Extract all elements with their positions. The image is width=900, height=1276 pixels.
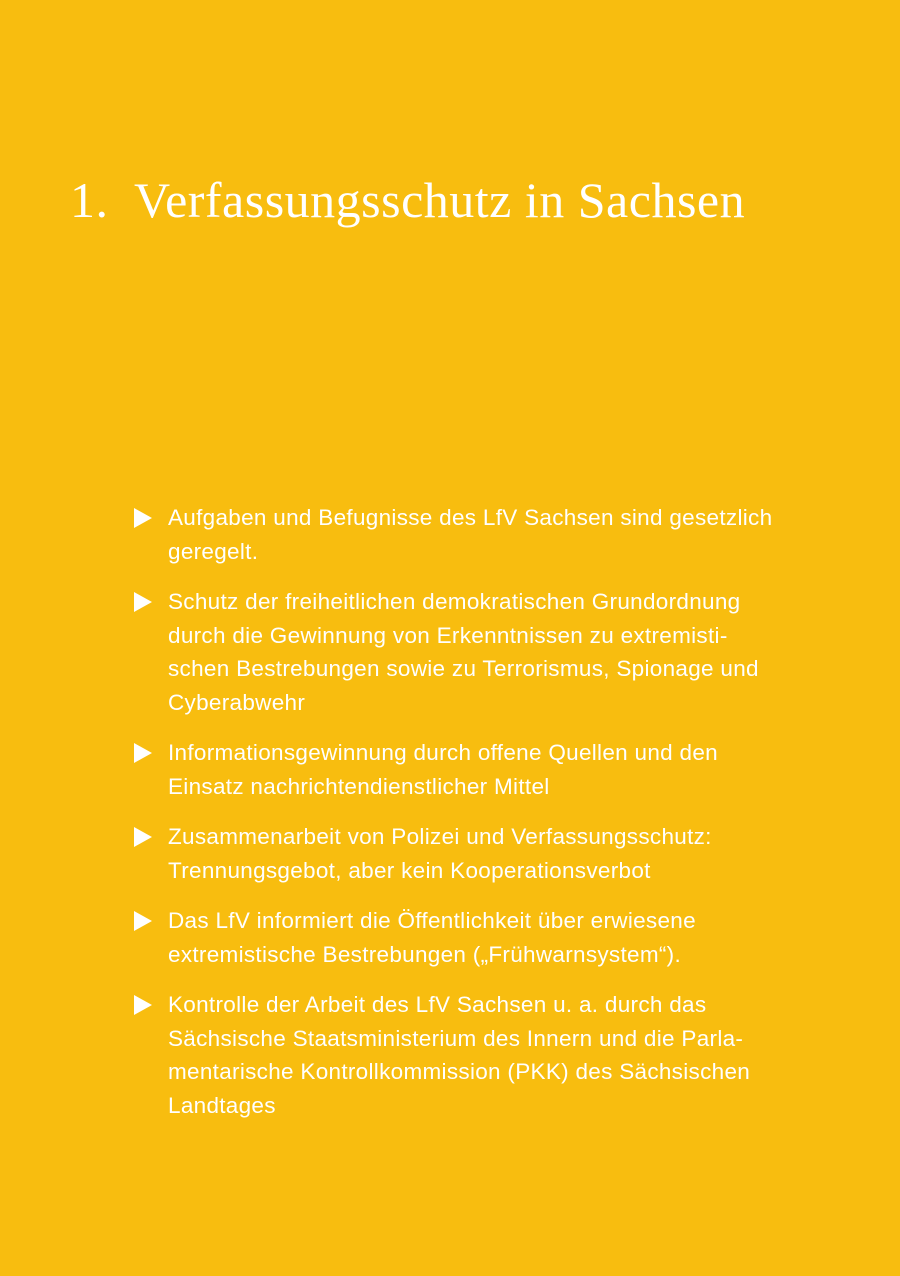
bullet-text-line: Schutz der freiheitlichen demokratischen Grundordnung — [168, 589, 741, 614]
bullet-text-line: Sächsische Staatsministerium des Innern und die Parla- — [168, 1025, 744, 1051]
triangle-bullet-icon — [134, 508, 152, 528]
chapter-title: Verfassungsschutz in Sachsen — [134, 172, 746, 228]
bullet-item-4 — [134, 820, 824, 887]
bullet-text-line: Informationsgewinnung durch offene Quellen und den — [168, 740, 718, 765]
bullet-text-line: Einsatz nachrichtendienstlicher Mittel — [168, 773, 550, 799]
bullet-text-line: extremistische Bestrebungen („Frühwarnsystem“). — [168, 941, 682, 967]
triangle-bullet-icon — [134, 995, 152, 1015]
bullet-text-line: Trennungsgebot, aber kein Kooperationsverbot — [168, 857, 651, 883]
chapter-heading — [70, 168, 745, 232]
bullet-text-line: Landtages — [168, 1092, 276, 1118]
bullet-item-5 — [134, 904, 824, 971]
triangle-bullet-icon — [134, 743, 152, 763]
bullet-text-line: geregelt. — [168, 538, 259, 564]
bullet-text-line: Aufgaben und Befugnisse des LfV Sachsen sind gesetzlich — [168, 505, 773, 530]
chapter-number: 1. — [70, 172, 109, 228]
bullet-item-6 — [134, 988, 824, 1122]
bullet-text-line: Cyberabwehr — [168, 689, 306, 715]
bullet-text-line: Das LfV informiert die Öffentlichkeit über erwiesene — [168, 908, 696, 933]
triangle-bullet-icon — [134, 911, 152, 931]
bullet-text-line: Kontrolle der Arbeit des LfV Sachsen u. a. durch das — [168, 992, 707, 1017]
summary-bullet-list — [134, 501, 824, 1139]
bullet-text-line: mentarische Kontrollkommission (PKK) des Sächsischen — [168, 1059, 751, 1084]
bullet-item-3 — [134, 736, 824, 803]
bullet-item-1 — [134, 501, 824, 568]
bullet-item-2 — [134, 585, 824, 719]
bullet-text-line: Zusammenarbeit von Polizei und Verfassungsschutz: — [168, 824, 712, 849]
triangle-bullet-icon — [134, 592, 152, 612]
bullet-text-line: durch die Gewinnung von Erkenntnissen zu extremisti- — [168, 622, 728, 648]
triangle-bullet-icon — [134, 827, 152, 847]
bullet-text-line: schen Bestrebungen sowie zu Terrorismus, Spionage und — [168, 656, 759, 681]
